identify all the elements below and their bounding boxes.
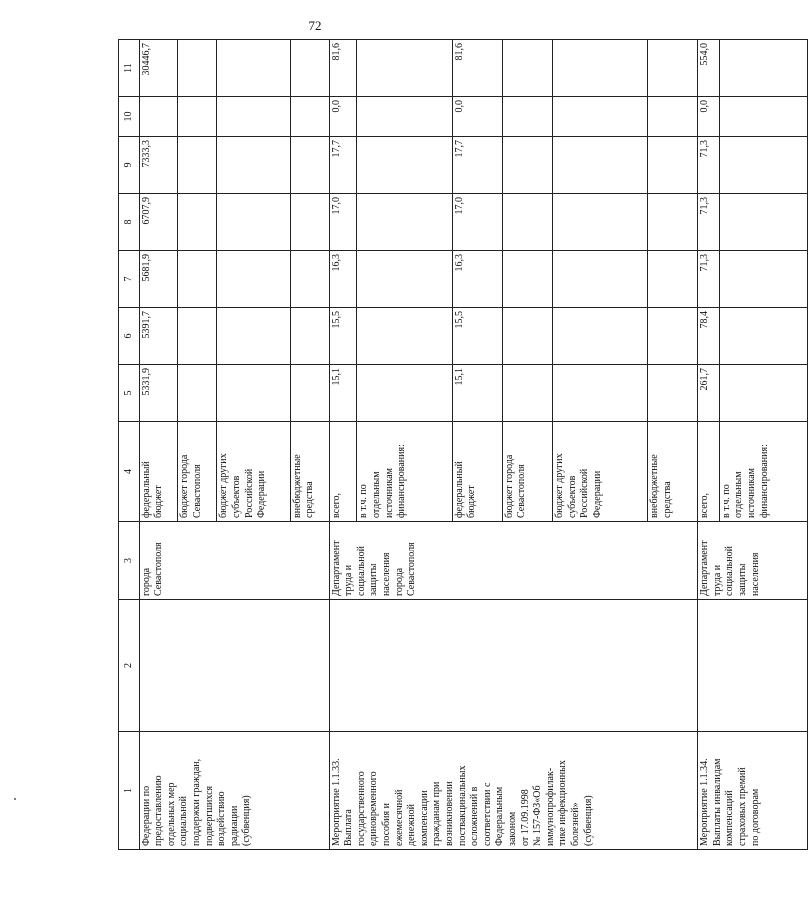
amount-cell — [719, 308, 807, 365]
amount-cell: 5681,9 — [139, 251, 178, 308]
text-line: Выплата — [343, 809, 355, 846]
amount-cell — [357, 365, 452, 422]
amount-cell — [647, 365, 697, 422]
amount-cell — [290, 251, 329, 308]
text-line: отдельных мер — [165, 782, 177, 846]
cell-text — [331, 525, 419, 596]
amount-cell — [647, 40, 697, 97]
amount-cell: 15,5 — [329, 308, 357, 365]
text-line: Федерации по — [140, 785, 152, 846]
amount-cell: 17,0 — [329, 194, 357, 251]
amount-cell: 30446,7 — [139, 40, 178, 97]
cell-text — [454, 425, 479, 518]
cell-text — [699, 735, 762, 846]
amount-cell: 81,6 — [452, 40, 502, 97]
amount-cell — [217, 97, 291, 137]
amount-cell: 17,7 — [452, 137, 502, 194]
empty-cell — [698, 600, 808, 732]
text-line: Севастополя — [153, 542, 165, 596]
text-line: иммунопрофилак- — [544, 767, 556, 846]
cell-text — [699, 525, 762, 596]
text-line: воздействию — [216, 791, 228, 846]
cell-text — [141, 425, 166, 518]
amount-cell — [647, 97, 697, 137]
col-header: 11 — [119, 40, 140, 97]
amount-cell: 0,0 — [452, 97, 502, 137]
text-line: социальной — [178, 796, 190, 846]
text-line: Севастополя — [406, 542, 418, 596]
text-line: субъектов — [566, 475, 578, 518]
amount-cell — [552, 251, 647, 308]
amount-cell — [178, 40, 217, 97]
text-line: Российской — [579, 468, 591, 518]
text-line: поддержки граждан, — [191, 758, 203, 846]
text-line: внебюджетные — [291, 454, 303, 518]
text-line: Департамент — [699, 540, 711, 596]
amount-cell — [178, 194, 217, 251]
text-line: Федерации — [591, 470, 603, 518]
amount-cell — [178, 97, 217, 137]
text-line: всего, — [330, 492, 342, 518]
amount-cell — [357, 137, 452, 194]
text-line: Российской — [243, 468, 255, 518]
amount-cell — [719, 40, 807, 97]
col-header: 9 — [119, 137, 140, 194]
text-line: населения — [381, 552, 393, 596]
amount-cell: 17,7 — [329, 137, 357, 194]
amount-cell — [719, 365, 807, 422]
text-line: федеральный — [453, 461, 465, 518]
amount-cell — [552, 40, 647, 97]
text-line: города — [140, 567, 152, 596]
amount-cell — [502, 137, 552, 194]
cell-text — [554, 425, 604, 518]
amount-cell — [552, 365, 647, 422]
amount-cell — [552, 97, 647, 137]
amount-cell — [502, 365, 552, 422]
funding-source — [698, 422, 719, 522]
amount-cell: 16,3 — [329, 251, 357, 308]
text-line: федеральный — [140, 461, 152, 518]
cell-text — [649, 425, 674, 518]
amount-cell — [217, 365, 291, 422]
executor — [139, 522, 329, 600]
col-header: 1 — [119, 732, 140, 850]
amount-cell: 5331,9 — [139, 365, 178, 422]
text-line: (субвенция) — [241, 795, 253, 846]
text-line: Севастополя — [516, 464, 528, 518]
text-line: Выплаты инвалидам — [711, 758, 723, 846]
text-line: бюджет других — [553, 453, 565, 518]
amount-cell — [719, 137, 807, 194]
amount-cell: 71,3 — [698, 194, 719, 251]
text-line: в т.ч. по — [358, 484, 370, 518]
text-line: защиты — [737, 563, 749, 596]
text-line: бюджет города — [179, 454, 191, 518]
text-line: компенсации — [418, 790, 430, 846]
amount-cell: 78,4 — [698, 308, 719, 365]
text-line: (субвенция) — [582, 795, 594, 846]
amount-cell — [647, 194, 697, 251]
text-line: гражданам при — [431, 781, 443, 846]
amount-cell — [719, 97, 807, 137]
cell-text — [331, 735, 595, 846]
funding-source — [552, 422, 647, 522]
amount-cell — [178, 137, 217, 194]
text-line: средства — [661, 481, 673, 518]
text-line: Севастополя — [192, 464, 204, 518]
executor — [329, 522, 698, 600]
funding-source — [452, 422, 502, 522]
text-line: средства — [304, 481, 316, 518]
amount-cell — [357, 251, 452, 308]
cell-text — [504, 425, 529, 518]
amount-cell: 16,3 — [452, 251, 502, 308]
amount-cell — [357, 40, 452, 97]
amount-cell — [357, 97, 452, 137]
text-line: Мероприятие 1.1.33. — [330, 758, 342, 846]
text-line: источникам — [383, 468, 395, 518]
funding-source — [178, 422, 217, 522]
amount-cell — [290, 308, 329, 365]
cell-text — [358, 425, 408, 518]
page-number: 72 — [308, 18, 322, 33]
funding-source — [217, 422, 291, 522]
record-a-row — [139, 40, 178, 850]
amount-cell — [552, 308, 647, 365]
amount-cell — [502, 194, 552, 251]
text-line: болезней» — [569, 802, 581, 846]
cell-text — [721, 425, 771, 518]
amount-cell — [178, 308, 217, 365]
text-line: финансирования: — [396, 444, 408, 518]
amount-cell — [217, 194, 291, 251]
amount-cell: 0,0 — [698, 97, 719, 137]
cell-text — [699, 425, 712, 518]
funding-source — [329, 422, 357, 522]
text-line: источникам — [745, 468, 757, 518]
measure-description — [329, 732, 698, 850]
text-line: по договорам — [749, 788, 761, 846]
amount-cell — [290, 194, 329, 251]
amount-cell — [502, 308, 552, 365]
text-line: бюджет — [153, 485, 165, 518]
col-header: 6 — [119, 308, 140, 365]
funding-source — [357, 422, 452, 522]
text-line: Департамент — [330, 540, 342, 596]
amount-cell — [290, 97, 329, 137]
amount-cell: 71,3 — [698, 137, 719, 194]
amount-cell: 554,0 — [698, 40, 719, 97]
executor — [698, 522, 808, 600]
text-line: предоставлению — [153, 775, 165, 846]
text-line: законом — [507, 811, 519, 846]
text-line: подвергшихся — [203, 785, 215, 846]
amount-cell: 7333,3 — [139, 137, 178, 194]
text-line: субъектов — [230, 475, 242, 518]
amount-cell — [217, 308, 291, 365]
text-line: Мероприятие 1.1.34. — [699, 758, 711, 846]
amount-cell — [178, 251, 217, 308]
cell-text — [292, 425, 317, 518]
text-line: страховых премий — [737, 767, 749, 846]
text-line: в т.ч. по — [720, 484, 732, 518]
amount-cell — [290, 137, 329, 194]
amount-cell — [217, 40, 291, 97]
amount-cell: 261,7 — [698, 365, 719, 422]
text-line: всего, — [699, 492, 711, 518]
amount-cell — [290, 40, 329, 97]
amount-cell — [552, 137, 647, 194]
amount-cell — [647, 137, 697, 194]
amount-cell — [502, 97, 552, 137]
amount-cell: 5391,7 — [139, 308, 178, 365]
text-line: бюджет других — [218, 453, 230, 518]
record-c-row — [698, 40, 719, 850]
text-line: отдельным — [371, 471, 383, 518]
text-line: государственного — [355, 771, 367, 846]
text-line: денежной — [406, 804, 418, 846]
amount-cell — [719, 251, 807, 308]
text-line: внебюджетные — [648, 454, 660, 518]
amount-cell — [647, 251, 697, 308]
text-line: Федерации — [256, 470, 268, 518]
col-header: 2 — [119, 600, 140, 732]
cell-text — [179, 425, 204, 518]
amount-cell: 15,5 — [452, 308, 502, 365]
text-line: бюджет города — [503, 454, 515, 518]
amount-cell — [217, 251, 291, 308]
funding-source — [290, 422, 329, 522]
amount-cell: 6707,9 — [139, 194, 178, 251]
text-line: населения — [749, 552, 761, 596]
text-line: от 17.09.1998 — [519, 789, 531, 846]
text-line: социальной — [355, 546, 367, 596]
rotated-table-wrapper — [118, 43, 808, 850]
text-line: соответствии с — [481, 782, 493, 846]
text-line: города — [393, 567, 405, 596]
text-line: компенсаций — [724, 790, 736, 846]
cell-text — [218, 425, 268, 518]
funding-source — [647, 422, 697, 522]
col-header: 8 — [119, 194, 140, 251]
funding-source — [502, 422, 552, 522]
cell-text — [331, 425, 344, 518]
amount-cell: 0,0 — [329, 97, 357, 137]
amount-cell — [178, 365, 217, 422]
cell-text — [141, 735, 254, 846]
text-line: пособия и — [381, 803, 393, 846]
amount-cell — [502, 40, 552, 97]
funding-source — [139, 422, 178, 522]
col-header: 5 — [119, 365, 140, 422]
text-line: защиты — [368, 563, 380, 596]
text-line: № 157-ФЗ«Об — [532, 785, 544, 846]
text-line: радиации — [228, 805, 240, 846]
text-line: социальной — [724, 546, 736, 596]
record-b-row — [329, 40, 357, 850]
amount-cell — [290, 365, 329, 422]
amount-cell — [719, 194, 807, 251]
amount-cell: 17,0 — [452, 194, 502, 251]
amount-cell: 81,6 — [329, 40, 357, 97]
text-line: единовременного — [368, 771, 380, 846]
cell-text — [141, 525, 166, 596]
scan-speck — [14, 798, 16, 800]
amount-cell: 15,1 — [329, 365, 357, 422]
text-line: финансирования: — [758, 444, 770, 518]
measure-description — [139, 732, 329, 850]
amount-cell — [357, 308, 452, 365]
col-header: 3 — [119, 522, 140, 600]
text-line: труда и — [711, 564, 723, 596]
text-line: осложнений в — [469, 786, 481, 846]
text-line: труда и — [343, 564, 355, 596]
amount-cell — [139, 97, 178, 137]
text-line: Федеральным — [494, 786, 506, 846]
measure-description — [698, 732, 808, 850]
amount-cell — [552, 194, 647, 251]
col-header: 10 — [119, 97, 140, 137]
amount-cell — [217, 137, 291, 194]
text-line: бюджет — [466, 485, 478, 518]
amount-cell: 71,3 — [698, 251, 719, 308]
amount-cell: 15,1 — [452, 365, 502, 422]
text-line: отдельным — [733, 471, 745, 518]
text-line: поствакцинальных — [456, 765, 468, 846]
text-line: ежемесячной — [393, 789, 405, 846]
amount-cell — [357, 194, 452, 251]
column-number-row — [119, 40, 140, 850]
amount-cell — [502, 251, 552, 308]
empty-cell — [139, 600, 329, 732]
col-header: 4 — [119, 422, 140, 522]
text-line: возникновении — [444, 781, 456, 846]
funding-source — [719, 422, 807, 522]
empty-cell — [329, 600, 698, 732]
col-header: 7 — [119, 251, 140, 308]
text-line: тике инфекционных — [557, 760, 569, 846]
amount-cell — [647, 308, 697, 365]
budget-table — [118, 39, 808, 850]
